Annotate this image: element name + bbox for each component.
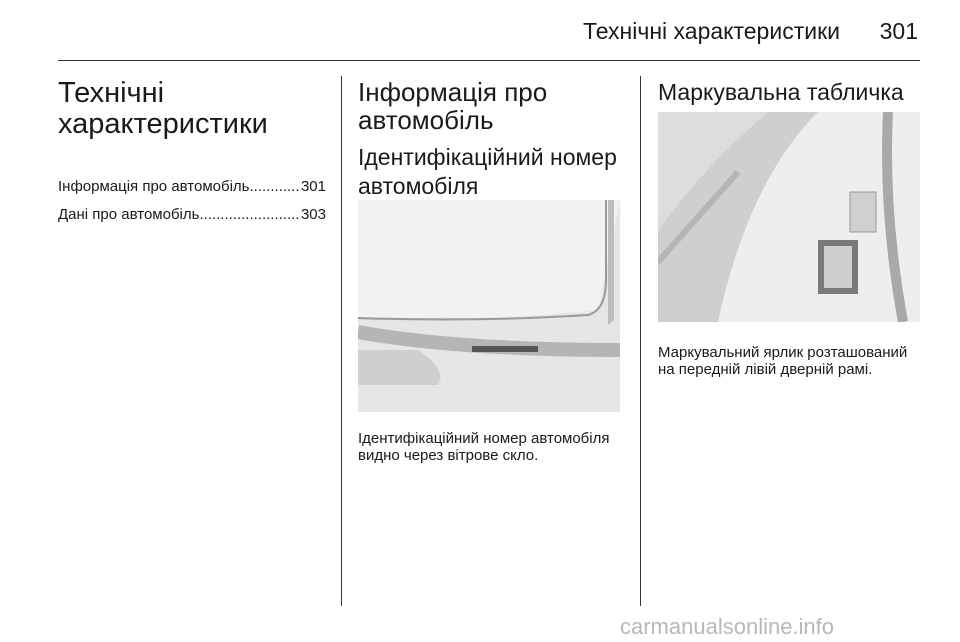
subsection-title: Ідентифікаційний номер автомобіля bbox=[358, 144, 617, 199]
chapter-title: Технічні характеристики bbox=[58, 77, 268, 140]
windshield-vin-illustration bbox=[358, 200, 620, 412]
vin-caption: Ідентифікаційний номер автомобіля видно через вітрове скло. bbox=[358, 430, 610, 464]
section-title: Маркувальна табличка bbox=[658, 79, 904, 105]
watermark: carmanualsonline.info bbox=[620, 614, 835, 639]
column-divider-1 bbox=[341, 76, 342, 606]
section-title: Інформація про автомобіль bbox=[358, 77, 548, 135]
toc-leader bbox=[250, 178, 301, 195]
toc-entry[interactable] bbox=[58, 178, 326, 195]
column-divider-2 bbox=[640, 76, 641, 606]
toc-leader bbox=[199, 206, 301, 223]
toc-entry-label: Інформація про автомобіль bbox=[58, 178, 250, 195]
door-frame-label-illustration bbox=[658, 112, 920, 322]
toc-entry-page: 303 bbox=[300, 206, 326, 223]
toc-entry-label: Дані про автомобіль bbox=[58, 206, 200, 223]
header-divider bbox=[58, 60, 920, 61]
label-caption: Маркувальний ярлик розташований на передній лівій дверній рамі. bbox=[658, 344, 908, 378]
running-header-title: Технічні характеристики bbox=[583, 18, 840, 44]
page-number: 301 bbox=[879, 18, 918, 44]
toc-entry[interactable] bbox=[58, 206, 326, 223]
toc-entry-page: 301 bbox=[300, 178, 326, 195]
